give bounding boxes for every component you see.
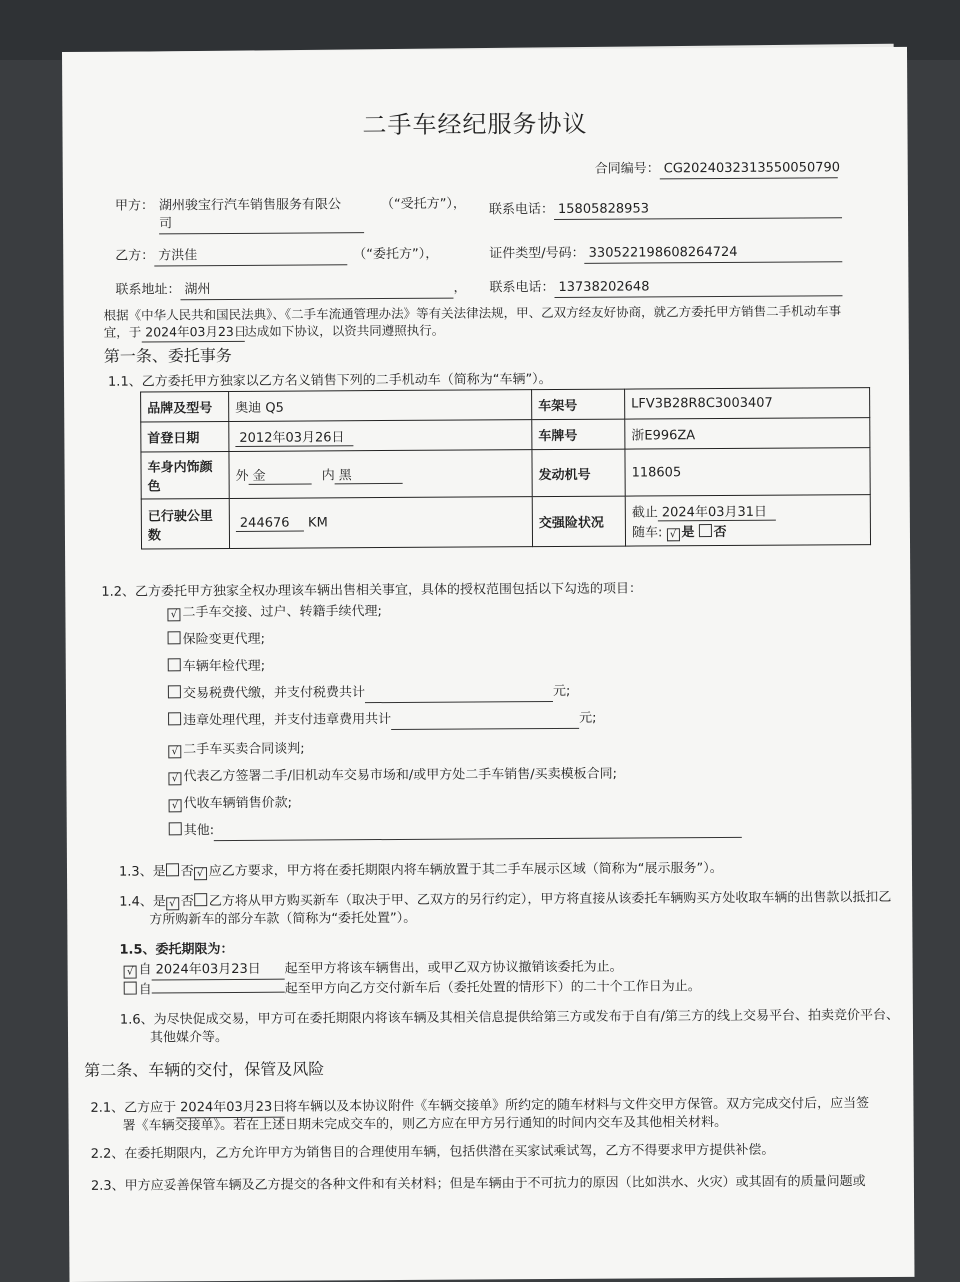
brand-value: 奥迪 Q5 [229, 390, 532, 422]
option-item [168, 658, 265, 677]
checkbox-checked-icon[interactable]: √ [194, 867, 207, 880]
interior-color: 黑 [335, 464, 403, 484]
party-b-address: 联系地址： 湖州 ， [115, 280, 466, 301]
option-item [168, 631, 265, 650]
blank-field [214, 819, 742, 841]
reg-date-cell [229, 420, 532, 452]
checkbox-icon[interactable] [168, 631, 181, 644]
option-item [168, 683, 571, 704]
reg-date-value: 2012年03月26日 [235, 426, 353, 447]
vehicle-table [140, 387, 871, 549]
checkbox-icon[interactable] [699, 524, 712, 537]
option-item [169, 795, 292, 814]
party-b: 乙方： 方洪佳 （“委托方”）， [115, 246, 438, 267]
table-row [141, 388, 870, 422]
option-label: 车辆年检代理; [182, 658, 266, 675]
clause-2-1-line-2: 署《车辆交接单》。若在上述日期未完成交车的，则乙方应在甲方另行通知的时间内交车及其他相关材料。 [122, 1114, 728, 1134]
term-option-b: 自 起至甲方向乙方交付新车后（委托处置的情形下）的二十个工作日为止。 [124, 978, 701, 1000]
color-cell: 外 金 内 黑 [229, 450, 532, 499]
contract-number: 合同编号： CG2024032313550050790 [595, 159, 838, 179]
checkbox-icon[interactable] [168, 658, 181, 671]
option-label: 代收车辆销售价款; [183, 795, 293, 812]
plate-value: 浙E996ZA [625, 418, 870, 449]
party-a-phone: 联系电话： 15805828953 [489, 199, 842, 220]
party-b-phone: 联系电话： 13738202648 [489, 277, 842, 298]
clause-1-1: 1.1、乙方委托甲方独家以乙方名义销售下列的二手机动车（简称为“车辆”）。 [107, 372, 552, 390]
clause-1-2: 1.2、乙方委托甲方独家全权办理该车辆出售相关事宜，具体的授权范围包括以下勾选的项目： [101, 581, 643, 600]
clause-2-2: 2.2、在委托期限内，乙方允许甲方为销售目的合理使用车辆，包括供潜在买家试乘试驾，乙方不得要求甲方提供补偿。 [90, 1142, 775, 1162]
term-option-a: √ 自 2024年03月23日 起至甲方将该车辆售出，或甲乙双方协议撤销该委托为止。 [124, 959, 623, 981]
option-item [168, 710, 597, 732]
checkbox-checked-icon[interactable]: √ [168, 745, 181, 758]
table-row [141, 448, 870, 499]
option-label: 其他: [183, 823, 215, 839]
checkbox-icon[interactable] [168, 712, 181, 725]
insurance-until: 2024年03月31日 [658, 500, 776, 521]
checkbox-icon[interactable] [168, 685, 181, 698]
exterior-color: 金 [249, 464, 312, 484]
option-item [169, 819, 742, 842]
party-a-name: 湖州骏宝行汽车销售服务有限公 司 [159, 196, 374, 234]
party-b-id: 证件类型/号码： 330522198608264724 [489, 243, 843, 264]
document-title: 二手车经纪服务协议 [362, 109, 588, 140]
mileage-cell: 244676 KM [229, 497, 532, 549]
checkbox-icon[interactable] [166, 863, 179, 876]
option-label: 二手车买卖合同谈判; [183, 741, 305, 758]
clause-1-6-line-2: 其他媒介等。 [149, 1030, 229, 1046]
blank-field [391, 710, 579, 730]
checkbox-checked-icon[interactable]: √ [168, 772, 181, 785]
table-row [141, 418, 870, 452]
plate-label: 车牌号 [532, 419, 625, 450]
option-item [168, 741, 304, 760]
clause-1-4-line-2: 方所购新车的部分车款（简称为“委托处置”）。 [149, 910, 417, 928]
option-label: 违章处理代理，并支付违章费用共计 [183, 712, 392, 729]
insurance-label: 交强险状况 [532, 496, 625, 547]
brand-label: 品牌及型号 [141, 391, 229, 422]
option-label: 保险变更代理; [182, 631, 266, 648]
clause-2-3: 2.3、甲方应妥善保管车辆及乙方提交的各种文件和有关材料；但是车辆由于不可抗力的原因（比如洪水、火灾）或其固有的质量问题或 [90, 1174, 866, 1194]
checkbox-icon[interactable] [194, 893, 207, 906]
clause-1-6: 1.6、为尽快促成交易，甲方可在委托期限内将该车辆及其相关信息提供给第三方或发布于自有/第三方的线上交易平台、拍卖竞价平台、 [119, 1007, 900, 1028]
checkbox-checked-icon[interactable]: √ [124, 966, 137, 979]
checkbox-icon[interactable] [124, 982, 137, 995]
checkbox-checked-icon[interactable]: √ [166, 897, 179, 910]
engine-label: 发动机号 [532, 449, 625, 497]
checkbox-checked-icon[interactable]: √ [666, 528, 679, 541]
option-label: 交易税费代缴，并支付税费共计 [182, 685, 365, 702]
checkbox-checked-icon[interactable]: √ [167, 608, 180, 621]
clause-1-3: 1.3、是 否 √ 应乙方要求，甲方将在委托期限内将车辆放置于其二手车展示区域（简称为“展示服务”）。 [118, 860, 723, 880]
option-suffix: 元; [579, 710, 597, 726]
table-row [141, 495, 870, 549]
clause-1-5: 1.5、委托期限为： [119, 941, 234, 958]
checkbox-icon[interactable] [169, 822, 182, 835]
color-label: 车身内饰颜 色 [141, 451, 229, 499]
option-suffix: 元; [552, 683, 571, 700]
engine-value: 118605 [625, 448, 870, 496]
contract-page [62, 47, 914, 1282]
reg-date-label: 首登日期 [141, 421, 229, 452]
option-item [168, 766, 617, 787]
section-2-title: 第二条、车辆的交付，保管及风险 [84, 1059, 325, 1080]
vin-label: 车架号 [532, 389, 625, 420]
option-item [167, 603, 381, 622]
party-a-label: 甲方： [114, 198, 155, 214]
intro-line-1: 根据《中华人民共和国民法典》、《二手车流通管理办法》等有关法律法规，甲、乙双方经友好协商，就乙方委托甲方销售二手机动车事 [103, 303, 842, 323]
intro-line-2: 宜，于 2024年03月23日达成如下协议，以资共同遵照执行。 [104, 322, 445, 343]
clause-1-4: 1.4、是 √ 否 乙方将从甲方购买新车（取决于甲、乙双方的另行约定），甲方将直接从该委托车辆购买方处收取车辆的出售款以抵扣乙 [119, 889, 892, 910]
clause-2-1: 2.1、乙方应于 2024年03月23日将车辆以及本协议附件《车辆交接单》所约定的随车材料与文件交甲方保管。双方完成交付后，应当签 [90, 1095, 869, 1119]
insurance-cell: 截止 2024年03月31日 随车: √ 是 否 [625, 495, 870, 546]
party-a-role: （“受托方”）， [380, 196, 466, 213]
blank-field [365, 683, 553, 703]
option-label: 二手车交接、过户、转籍手续代理; [182, 604, 382, 621]
checkbox-checked-icon[interactable]: √ [169, 799, 182, 812]
vin-value: LFV3B28R8C3003407 [625, 388, 870, 419]
section-1-title: 第一条、委托事务 [103, 345, 232, 366]
option-label: 代表乙方签署二手/旧机动车交易市场和/或甲方处二手车销售/买卖模板合同; [183, 766, 617, 785]
mileage-label: 已行驶公里 数 [141, 498, 229, 549]
mileage-value: 244676 [236, 515, 304, 531]
